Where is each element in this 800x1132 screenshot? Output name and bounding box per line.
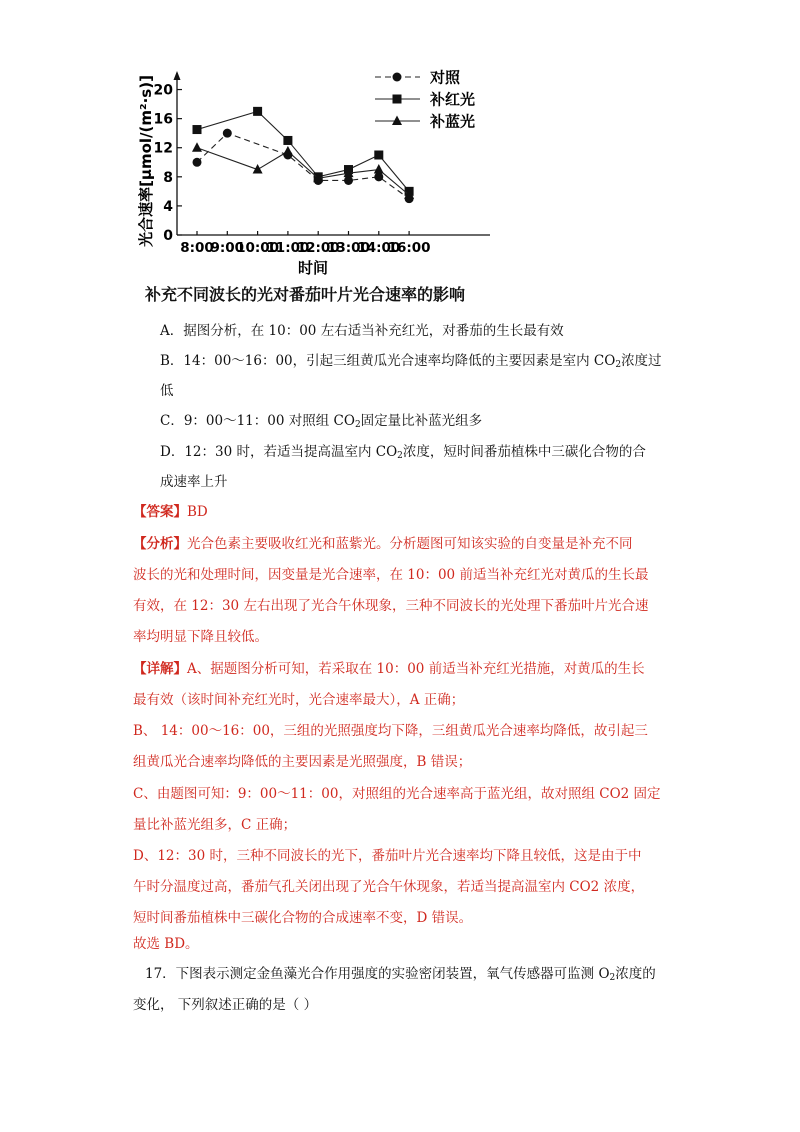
y-tick-label: 4 <box>163 198 173 215</box>
y-ticks <box>154 83 182 244</box>
option-b-cont: 低 <box>160 383 174 399</box>
option-c: C．9：00～11：00 对照组 $CO_2$固定量比补蓝光组多 <box>160 413 483 430</box>
option-a: A．据图分析，在 10：00 左右适当补充红光，对番茄的生长最有效 <box>160 323 564 339</box>
legend-label: 补红光 <box>430 90 476 109</box>
detail-line-7: D、12：30 时，三种不同波长的光下，番茄叶片光合速率均下降且较低，这是由于中 <box>133 848 642 864</box>
y-axis-arrow <box>174 71 181 80</box>
detail-line-8: 午时分温度过高，番茄气孔关闭出现了光合午休现象，若适当提高温室内 CO2 浓度， <box>133 879 645 895</box>
detail-line-1: 【详解】A、据题图分析可知，若采取在 10：00 前适当补充红光措施，对黄瓜的生长 <box>133 661 645 677</box>
detail-line-10: 故选 BD。 <box>133 936 199 952</box>
x-tick-label: 13:00 <box>327 240 370 256</box>
x-tick-label: 12:00 <box>296 240 340 256</box>
question-17-line-2: 变化， 下列叙述正确的是（ ） <box>133 997 318 1013</box>
x-tick-label: 9:00 <box>210 240 245 256</box>
option-d-cont: 成速率上升 <box>160 474 228 490</box>
legend-label: 对照 <box>430 68 461 87</box>
y-tick-label: 8 <box>163 169 173 186</box>
data-point <box>192 142 202 152</box>
answer-line: 【答案】BD <box>133 504 208 520</box>
data-point <box>374 172 383 181</box>
x-tick-label: 16:00 <box>387 240 431 256</box>
x-tick-label: 8:00 <box>180 240 214 256</box>
option-b: B．14：00～16：00，引起三组黄瓜光合速率均降低的主要因素是室内 $CO_2$浓度过 <box>160 353 662 370</box>
question-17-line-1: 17．下图表示测定金鱼藻光合作用强度的实验密闭装置，氧气传感器可监测 $O_2$浓度的 <box>145 966 656 983</box>
data-point <box>374 164 384 174</box>
x-tick-label: 11:00 <box>266 240 310 256</box>
detail-line-2: 最有效（该时间补充红光时，光合速率最大），A 正确； <box>133 692 465 708</box>
detail-line-3: B、 14：00～16：00，三组的光照强度均下降，三组黄瓜光合速率均降低，故引起三 <box>133 723 648 739</box>
y-tick-label: 16 <box>153 111 173 128</box>
data-point <box>283 136 292 145</box>
series-circle <box>193 129 414 203</box>
legend-label: 补蓝光 <box>430 112 476 131</box>
y-tick-label: 0 <box>163 228 173 244</box>
detail-line-5: C、由题图可知：9：00～11：00，对照组的光合速率高于蓝光组，故对照组 CO2 固定 <box>133 786 661 802</box>
data-point <box>193 158 202 167</box>
data-point <box>223 129 232 138</box>
detail-line-6: 量比补蓝光组多，C 正确； <box>133 817 297 833</box>
data-point <box>283 146 293 156</box>
chart-caption: 补充不同波长的光对番茄叶片光合速率的影响 <box>145 285 466 304</box>
x-tick-label: 14:00 <box>357 240 401 256</box>
y-axis-label: 光合速率[μmol/(m²·s)] <box>137 75 155 247</box>
x-axis-label: 时间 <box>297 259 329 277</box>
analysis-line-2: 波长的光和处理时间，因变量是光合速率，在 10：00 前适当补充红光对黄瓜的生长最 <box>133 567 649 583</box>
y-tick-label: 12 <box>153 140 173 157</box>
data-point <box>374 151 383 160</box>
legend-marker <box>393 95 402 104</box>
data-point <box>344 176 353 185</box>
analysis-line-3: 有效，在 12：30 左右出现了光合午休现象，三种不同波长的光处理下番茄叶片光合速 <box>133 598 649 614</box>
detail-line-4: 组黄瓜光合速率均降低的主要因素是光照强度，B 错误； <box>133 754 472 770</box>
series-square <box>193 107 414 196</box>
photosynthesis-rate-chart <box>125 55 515 305</box>
legend-marker <box>393 73 402 82</box>
detail-line-9: 短时间番茄植株中三碳化合物的合成速率不变，D 错误。 <box>133 910 473 926</box>
data-point <box>253 107 262 116</box>
option-d: D．12：30 时，若适当提高温室内 $CO_2$浓度，短时间番茄植株中三碳化合物的合 <box>160 444 646 461</box>
chart-legend <box>375 69 475 131</box>
data-point <box>193 125 202 134</box>
series-line <box>197 133 409 198</box>
y-tick-label: 20 <box>153 82 173 99</box>
analysis-line-1: 【分析】光合色素主要吸收红光和蓝紫光。分析题图可知该实验的自变量是补充不同 <box>133 536 633 552</box>
x-tick-label: 10:00 <box>236 240 280 256</box>
legend-marker <box>392 116 402 126</box>
analysis-line-4: 率均明显下降且较低。 <box>133 629 268 645</box>
